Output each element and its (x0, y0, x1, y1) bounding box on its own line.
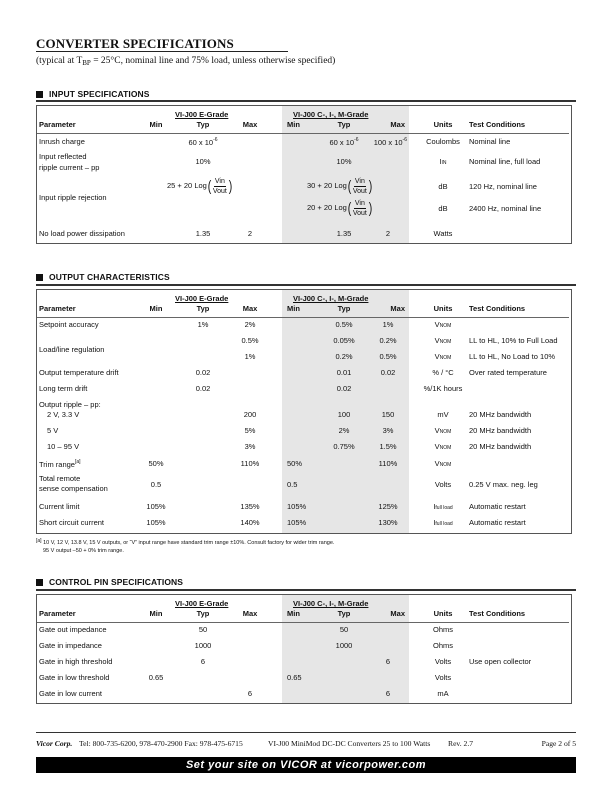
table-row (37, 460, 571, 474)
col-max: Max (242, 120, 258, 129)
col-typ: Typ (337, 304, 351, 313)
param-label: sense compensation (39, 484, 108, 493)
value: 5% (244, 426, 256, 435)
value: 1% (197, 320, 209, 329)
value: 1.5% (379, 442, 397, 451)
col-parameter: Parameter (39, 304, 76, 313)
param-label: Inrush charge (39, 137, 85, 146)
col-min: Min (149, 609, 163, 618)
value: 0.65 (148, 673, 164, 682)
units: dB (438, 182, 448, 191)
value: 2 (385, 229, 391, 238)
col-test-conditions: Test Conditions (469, 304, 526, 313)
units: Volts (434, 673, 452, 682)
value: 6 (385, 657, 391, 666)
col-units: Units (433, 304, 453, 313)
title-underline (36, 51, 288, 52)
value: 135% (240, 502, 260, 511)
table-row (37, 153, 571, 177)
units: Volts (434, 480, 452, 489)
param-label: Output temperature drift (39, 368, 119, 377)
input-specs-heading: INPUT SPECIFICATIONS (36, 89, 150, 99)
footer (36, 739, 576, 751)
param-label: Load/line regulation (39, 345, 105, 354)
col-typ: Typ (337, 609, 351, 618)
value: 0.01 (336, 368, 352, 377)
square-bullet-icon (36, 274, 43, 281)
table-row (37, 626, 571, 640)
e-grade-header: VI-J00 E-Grade (175, 294, 229, 303)
value: 0.5 (287, 480, 298, 489)
footnote-text: 95 V output –50 + 0% trim range. (43, 548, 124, 555)
units: %/1K hours (423, 384, 463, 393)
test-condition: LL to HL, 10% to Full Load (469, 336, 558, 345)
param-label: Long term drift (39, 384, 88, 393)
test-condition: Use open collector (469, 657, 532, 666)
units: Ohms (432, 625, 453, 634)
test-condition: 2400 Hz, nominal line (469, 204, 542, 213)
test-condition: 120 Hz, nominal line (469, 182, 537, 191)
page-title: CONVERTER SPECIFICATIONS (36, 36, 234, 51)
value: 125% (378, 502, 398, 511)
company-name: Vicor Corp. (36, 739, 73, 748)
test-condition: 20 MHz bandwidth (469, 442, 532, 451)
value: 1000 (194, 641, 212, 650)
value: 2% (338, 426, 350, 435)
value: 1% (244, 352, 256, 361)
output-characteristics-table (36, 289, 572, 534)
cim-grade-header: VI-J00 C-, I-, M-Grade (293, 599, 369, 608)
col-typ: Typ (196, 304, 210, 313)
col-max: Max (242, 304, 258, 313)
col-max: Max (390, 120, 405, 129)
units: VNOM (434, 442, 452, 451)
test-condition: Automatic restart (469, 518, 526, 527)
units: VNOM (434, 352, 452, 361)
param-label: Gate in low threshold (39, 673, 110, 682)
header-rule (37, 133, 569, 134)
units: VNOM (434, 336, 452, 345)
param-label: Setpoint accuracy (39, 320, 99, 329)
value: 0.5% (335, 320, 353, 329)
square-bullet-icon (36, 579, 43, 586)
param-label: Gate in high threshold (39, 657, 113, 666)
value: 200 (243, 410, 257, 419)
contact-info: Tel: 800-735-6200, 978-470-2900 Fax: 978-475-6715 (79, 739, 243, 748)
col-parameter: Parameter (39, 120, 76, 129)
value: 0.02 (336, 384, 352, 393)
col-min: Min (149, 304, 163, 313)
col-min: Min (287, 609, 300, 618)
section-rule (36, 284, 576, 286)
param-label: Trim range[a] (39, 459, 81, 469)
product-name: VI-J00 MiniMod DC-DC Converters 25 to 100 Watts (268, 739, 431, 748)
units: VNOM (434, 459, 452, 468)
value: 105% (146, 502, 166, 511)
param-label: ripple current – pp (39, 163, 100, 172)
output-characteristics-heading: OUTPUT CHARACTERISTICS (36, 272, 170, 282)
table-row (37, 178, 571, 223)
footnote (36, 538, 334, 556)
table-row (37, 369, 571, 383)
units: IIN (439, 157, 447, 166)
cim-grade-header: VI-J00 C-, I-, M-Grade (293, 110, 369, 119)
table-row (37, 519, 571, 533)
param-label: Input reflected (39, 152, 87, 161)
test-condition: 0.25 V max. neg. leg (469, 480, 538, 489)
col-min: Min (287, 304, 300, 313)
section-rule (36, 100, 576, 102)
units: Ifull load (433, 502, 453, 511)
footnote-mark: [a] (36, 538, 42, 544)
table-row (37, 427, 571, 441)
col-max: Max (242, 609, 258, 618)
test-condition: LL to HL, No Load to 10% (469, 352, 556, 361)
param-label: Input ripple rejection (39, 193, 107, 202)
website-banner[interactable]: Set your site on VICOR at vicorpower.com (36, 757, 576, 773)
value: 100 x $10^{-6}$ (373, 137, 407, 147)
value: 0.75% (333, 442, 355, 451)
formula: 30 + 20 Log ( $\frac{\text{Vin}}{\text{Vout}}$ ) (307, 178, 373, 195)
value: 0.5 (150, 480, 162, 489)
e-grade-header: VI-J00 E-Grade (175, 110, 229, 119)
value: 50% (287, 459, 303, 468)
test-condition: Automatic restart (469, 502, 526, 511)
param-label: Current limit (39, 502, 80, 511)
value: 50 (339, 625, 349, 634)
value: 140% (240, 518, 260, 527)
table-row (37, 443, 571, 457)
param-label: Gate in low current (39, 689, 102, 698)
value: 105% (146, 518, 166, 527)
value: 2% (244, 320, 256, 329)
header-rule (37, 622, 569, 623)
col-parameter: Parameter (39, 609, 76, 618)
table-row (37, 337, 571, 369)
value: 0.2% (335, 352, 353, 361)
param-label: 2 V, 3.3 V (47, 410, 80, 419)
table-row (37, 411, 571, 425)
col-max: Max (390, 609, 405, 618)
table-row (37, 658, 571, 672)
control-pin-specs-table (36, 594, 572, 704)
param-label: Short circuit current (39, 518, 105, 527)
col-typ: Typ (337, 120, 351, 129)
param-label: Gate in impedance (39, 641, 102, 650)
value: 100 (337, 410, 351, 419)
units: dB (438, 204, 448, 213)
value: 3% (382, 426, 394, 435)
value: 2 (247, 229, 253, 238)
units: Ohms (432, 641, 453, 650)
value: 60 x $10^{-6}$ (329, 137, 359, 147)
value: 0.05% (333, 336, 355, 345)
value: 0.02 (195, 368, 211, 377)
param-label: 10 – 95 V (47, 442, 80, 451)
units: % / °C (432, 368, 454, 377)
input-specs-table (36, 105, 572, 244)
units: VNOM (434, 320, 452, 329)
page-subtitle: (typical at $T_{BP} = 25^\circ C$, nominal line and 75% load, unless otherwise specified) (36, 56, 336, 67)
value: 0.5% (379, 352, 397, 361)
value: 0.02 (195, 384, 211, 393)
test-condition: 20 MHz bandwidth (469, 426, 532, 435)
units: Coulombs (426, 137, 460, 146)
value: 10% (336, 157, 352, 166)
value: 105% (287, 518, 307, 527)
header-rule (37, 317, 569, 318)
value: 10% (195, 157, 211, 166)
table-row (37, 674, 571, 688)
formula: 25 + 20 Log ( $\frac{\text{Vin}}{\text{Vout}}$ ) (167, 178, 233, 195)
value: 110% (240, 459, 260, 468)
units: VNOM (434, 426, 452, 435)
value: 6 (247, 689, 253, 698)
footnote-ref: [a] (74, 459, 81, 465)
formula: 20 + 20 Log ( $\frac{\text{Vin}}{\text{Vout}}$ ) (307, 200, 373, 217)
col-test-conditions: Test Conditions (469, 120, 526, 129)
revision: Rev. 2.7 (448, 739, 474, 748)
param-label: Gate out impedance (39, 625, 107, 634)
test-condition: 20 MHz bandwidth (469, 410, 532, 419)
table-row (37, 230, 571, 244)
value: 6 (200, 657, 206, 666)
units: Ifull load (433, 518, 453, 527)
value: 150 (381, 410, 395, 419)
value: 1000 (335, 641, 353, 650)
value: 1.35 (195, 229, 211, 238)
value: 130% (378, 518, 398, 527)
param-label: No load power dissipation (39, 229, 125, 238)
table-row (37, 503, 571, 517)
value: 50% (148, 459, 164, 468)
param-label: Output ripple – pp: (39, 400, 101, 409)
value: 0.65 (287, 673, 302, 682)
page-number: Page 2 of 5 (541, 739, 576, 748)
value: 0.02 (380, 368, 396, 377)
param-label: 5 V (47, 426, 59, 435)
value: 110% (378, 459, 398, 468)
units: mA (437, 689, 449, 698)
section-rule (36, 589, 576, 591)
table-row (37, 475, 571, 499)
col-typ: Typ (196, 120, 210, 129)
table-row (37, 138, 571, 152)
table-row (37, 321, 571, 335)
test-condition: Nominal line (469, 137, 511, 146)
col-units: Units (433, 120, 453, 129)
param-label: Total remote (39, 474, 81, 483)
value: 105% (287, 502, 307, 511)
table-row (37, 385, 571, 399)
value: 0.5% (241, 336, 259, 345)
value: 0.2% (379, 336, 397, 345)
footnote-text: 10 V, 12 V, 13.8 V, 15 V outputs, or “V” input range have standard trim range ±10%. Consult factory for wider trim range. (43, 540, 335, 546)
value: 1% (382, 320, 394, 329)
units: Volts (434, 657, 452, 666)
table-row (37, 690, 571, 704)
col-units: Units (433, 609, 453, 618)
value: 50 (198, 625, 208, 634)
value: 1.35 (336, 229, 352, 238)
cim-grade-header: VI-J00 C-, I-, M-Grade (293, 294, 369, 303)
footer-rule (36, 732, 576, 733)
col-max: Max (390, 304, 405, 313)
col-typ: Typ (196, 609, 210, 618)
units: Watts (433, 229, 453, 238)
e-grade-header: VI-J00 E-Grade (175, 599, 229, 608)
value: 6 (385, 689, 391, 698)
col-min: Min (287, 120, 300, 129)
units: mV (437, 410, 449, 419)
value: 3% (244, 442, 256, 451)
col-min: Min (149, 120, 163, 129)
test-condition: Over rated temperature (469, 368, 547, 377)
col-test-conditions: Test Conditions (469, 609, 526, 618)
control-pin-specs-heading: CONTROL PIN SPECIFICATIONS (36, 577, 183, 587)
table-row (37, 642, 571, 656)
test-condition: Nominal line, full load (469, 157, 541, 166)
square-bullet-icon (36, 91, 43, 98)
value: 60 x $10^{-6}$ (188, 137, 218, 147)
